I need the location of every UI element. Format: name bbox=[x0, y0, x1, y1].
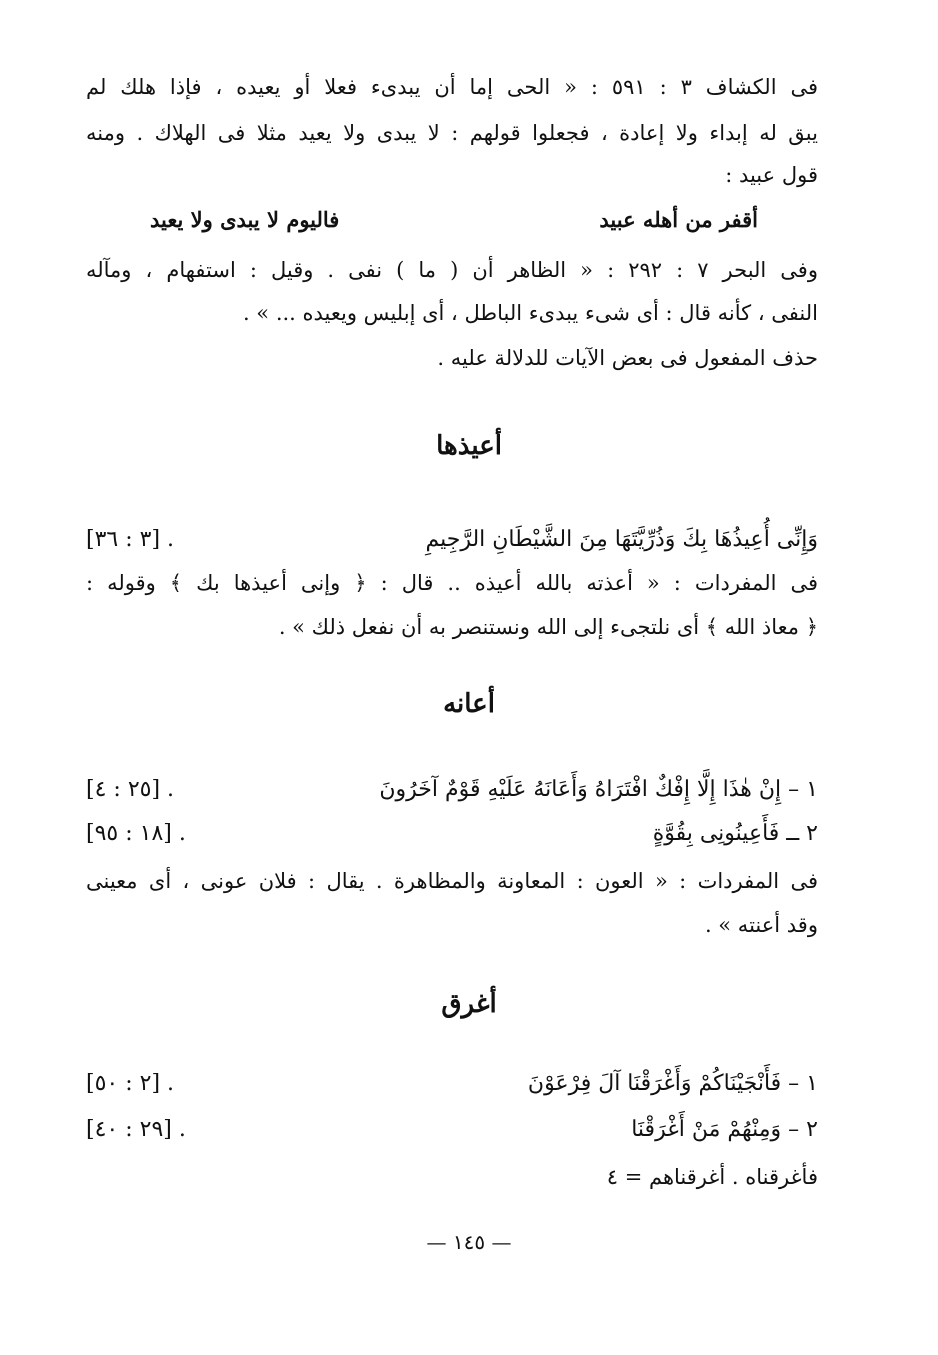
verse-reference: [٢٥ : ٤] . bbox=[86, 777, 175, 802]
poem-second-half: فاليوم لا يبدى ولا يعيد bbox=[150, 207, 340, 232]
text-line: قول عبيد : bbox=[725, 163, 818, 187]
quran-verse bbox=[86, 524, 818, 556]
text-line: فأغرقناه . أغرقناهم = ٤ bbox=[606, 1165, 818, 1189]
verse-text: ١ – فَأَنْجَيْنَاكُمْ وَأَغْرَقْنَا آلَ فِرْعَوْنَ bbox=[527, 1071, 818, 1096]
section-heading: أعانه bbox=[443, 689, 495, 719]
poem-verse bbox=[150, 205, 758, 235]
text-line: يبق له إبداء ولا إعادة ، فجعلوا قولهم : لا يبدى ولا يعيد مثلا فى الهلاك . ومنه bbox=[86, 121, 818, 145]
page-number: — ١٤٥ — bbox=[426, 1230, 512, 1254]
verse-text: ٢ ــ فَأَعِينُونِى بِقُوَّةٍ bbox=[652, 821, 818, 846]
verse-text: ٢ – وَمِنْهُمْ مَنْ أَغْرَقْنَا bbox=[631, 1117, 818, 1142]
section-heading: أعيذها bbox=[436, 431, 502, 461]
verse-text: ١ – إِنْ هٰذَا إِلَّا إِفْكٌ افْتَرَاهُ وَأَعَانَهُ عَلَيْهِ قَوْمٌ آخَرُونَ bbox=[379, 777, 818, 802]
poem-first-half: أقفر من أهله عبيد bbox=[599, 207, 758, 232]
text-line: فى الكشاف ٣ : ٥٩١ : « الحى إما أن يبدىء فعلا أو يعيده ، فإذا هلك لم bbox=[86, 75, 818, 99]
text-line: ﴿ معاذ الله ﴾ أى نلتجىء إلى الله ونستنصر به أن نفعل ذلك » . bbox=[278, 615, 818, 639]
text-line: وقد أعنته » . bbox=[704, 913, 818, 937]
quran-verse bbox=[86, 818, 818, 850]
verse-text: وَإِنِّى أُعِيذُهَا بِكَ وَذُرِّيَّتَهَا مِنَ الشَّيْطَانِ الرَّجِيمِ bbox=[425, 527, 818, 552]
verse-reference: [١٨ : ٩٥] . bbox=[86, 821, 186, 846]
verse-reference: [٢ : ٥٠] . bbox=[86, 1071, 175, 1096]
verse-reference: [٢٩ : ٤٠] . bbox=[86, 1117, 186, 1142]
verse-reference: [٣ : ٣٦] . bbox=[86, 527, 175, 552]
text-line: حذف المفعول فى بعض الآيات للدلالة عليه . bbox=[437, 346, 818, 370]
text-line: فى المفردات : « أعذته بالله أعيذه .. قال : ﴿ وإنى أعيذها بك ﴾ وقوله : bbox=[86, 571, 818, 595]
quran-verse bbox=[86, 1068, 818, 1100]
quran-verse bbox=[86, 774, 818, 806]
text-line: وفى البحر ٧ : ٢٩٢ : « الظاهر أن ( ما ) نفى . وقيل : استفهام ، ومآله bbox=[86, 258, 818, 282]
text-line: فى المفردات : « العون : المعاونة والمظاهرة . يقال : فلان عونى ، أى معينى bbox=[86, 869, 818, 893]
section-heading: أغرق bbox=[441, 989, 497, 1019]
text-line: النفى ، كأنه قال : أى شىء يبدىء الباطل ، أى إبليس ويعيده ... » . bbox=[242, 301, 818, 325]
quran-verse bbox=[86, 1114, 818, 1146]
